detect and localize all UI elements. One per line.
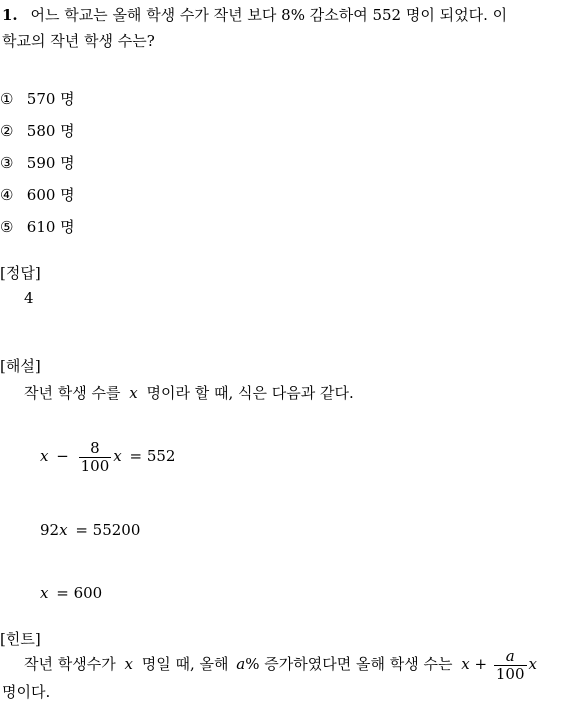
equation-2 [40, 521, 140, 539]
eq1-rhs: = 552 [129, 447, 176, 465]
hint-var-x: x [124, 655, 133, 673]
choice-mark: ③ [0, 154, 14, 172]
intro-variable: x [129, 384, 138, 402]
answer-label: [정답] [0, 264, 41, 282]
eq1-minus: − [56, 447, 69, 465]
choice-4[interactable] [0, 184, 75, 205]
hint-var-x2: x [461, 655, 470, 673]
choice-text: 590 명 [26, 154, 75, 172]
hint-text-3: % 증가하였다면 올해 학생 수는 [245, 655, 453, 673]
choice-text: 580 명 [26, 122, 75, 140]
hint-fraction [494, 648, 527, 682]
eq2-coef: 92 [40, 521, 60, 539]
question-text-line1: 어느 학교는 올해 학생 수가 작년 보다 8% 감소하여 552 명이 되었다. 이 [30, 6, 508, 24]
hint-var-a: a [236, 655, 246, 673]
eq1-rhs-var: x [113, 447, 122, 465]
intro-text-post: 명이라 할 때, 식은 다음과 같다. [146, 384, 354, 402]
choice-text: 610 명 [26, 218, 75, 236]
eq1-frac-num: 8 [90, 439, 100, 457]
eq2-rhs: = 55200 [75, 521, 141, 539]
question-number: 1. [2, 6, 18, 24]
eq3-var: x [40, 584, 49, 602]
eq1-fraction [79, 440, 112, 474]
choice-mark: ② [0, 122, 14, 140]
hint-frac-num: a [505, 647, 515, 665]
choice-mark: ④ [0, 186, 14, 204]
hint-line-1 [24, 648, 537, 682]
hint-frac-den: 100 [495, 664, 525, 683]
hint-label: [힌트] [0, 630, 41, 648]
choice-2[interactable] [0, 120, 75, 141]
equation-1 [40, 440, 175, 474]
choice-text: 600 명 [26, 186, 75, 204]
hint-plus: + [474, 655, 488, 673]
hint-line-2: 명이다. [2, 683, 51, 701]
explanation-label: [해설] [0, 357, 41, 375]
question-line-2: 학교의 작년 학생 수는? [2, 32, 155, 50]
question-line-1 [2, 4, 507, 25]
eq3-rhs: = 600 [56, 584, 103, 602]
choice-mark: ⑤ [0, 218, 14, 236]
choice-5[interactable] [0, 216, 75, 237]
choice-3[interactable] [0, 152, 75, 173]
choice-mark: ① [0, 90, 14, 108]
equation-3 [40, 584, 102, 602]
choice-1[interactable] [0, 88, 75, 109]
hint-var-x3: x [528, 655, 537, 673]
hint-text-2: 명일 때, 올해 [141, 655, 229, 673]
eq1-lhs-var: x [40, 447, 49, 465]
hint-text-1: 작년 학생수가 [24, 655, 116, 673]
eq1-frac-den: 100 [80, 456, 110, 475]
explanation-intro [24, 382, 354, 403]
answer-value: 4 [24, 289, 34, 307]
eq2-var: x [59, 521, 68, 539]
choice-text: 570 명 [26, 90, 75, 108]
intro-text-pre: 작년 학생 수를 [24, 384, 121, 402]
